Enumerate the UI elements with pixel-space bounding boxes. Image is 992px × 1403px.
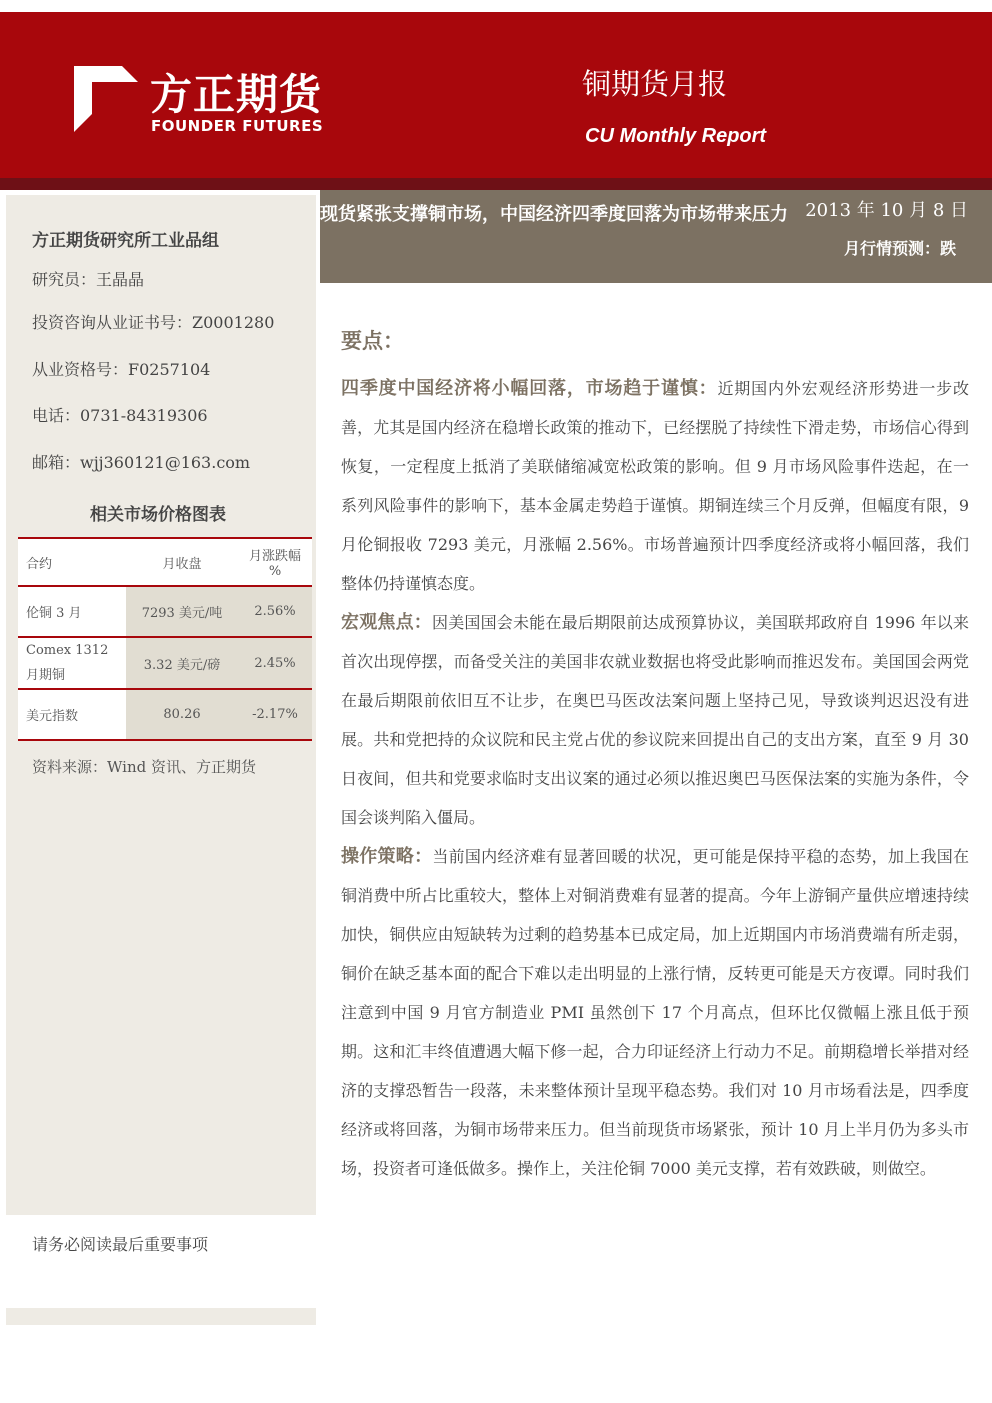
table-cell: 伦铜 3 月 <box>18 586 126 637</box>
table-row <box>18 689 312 740</box>
analyst-name: 研究员：王晶晶 <box>32 270 145 289</box>
report-header <box>0 12 992 178</box>
report-date: 2013 年 10 月 8 日 <box>805 200 968 221</box>
column-header: 月涨跌幅 % <box>238 538 312 586</box>
table-header-row <box>18 538 312 586</box>
table-cell: 2.45% <box>238 637 312 689</box>
price-table <box>18 537 312 741</box>
column-header: 合约 <box>18 538 126 586</box>
sidebar-footer-bar <box>6 1308 316 1325</box>
section-text: 近期国内外宏观经济形势进一步改善，尤其是国内经济在稳增长政策的推动下，已经摆脱了持续性下滑走势，市场信心得到恢复，一定程度上抵消了美联储缩减宽松政策的影响。但 9 月市场风险事件迭起，在一系列风险事件的影响下，基本金属走势趋于谨慎。期铜连续三个月反弹，但幅度有限，9 月伦铜报收 7293 美元，月涨幅 2.56%。市场普遍预计四季度经济或将小幅回落，我们整体仍持谨慎态度。 <box>341 379 969 593</box>
email-address[interactable]: 邮箱：wjj360121@163.com <box>32 453 251 472</box>
section-macro <box>341 603 969 837</box>
table-cell: 7293 美元/吨 <box>126 586 238 637</box>
header-divider-band <box>0 178 992 190</box>
table-cell: 2.56% <box>238 586 312 637</box>
key-points-heading: 要点： <box>341 329 404 353</box>
section-lead: 宏观焦点： <box>341 612 432 633</box>
section-lead: 操作策略： <box>341 846 433 867</box>
table-cell: 美元指数 <box>18 689 126 740</box>
table-row <box>18 637 312 689</box>
qualification-number: 从业资格号：F0257104 <box>32 360 211 379</box>
license-number: 投资咨询从业证书号：Z0001280 <box>32 313 275 332</box>
report-title-en: CU Monthly Report <box>585 125 767 147</box>
report-title-cn: 铜期货月报 <box>582 67 728 101</box>
table-cell: 80.26 <box>126 689 238 740</box>
main-content <box>341 369 969 1188</box>
disclaimer-note: 请务必阅读最后重要事项 <box>32 1235 209 1254</box>
data-source-note: 资料来源：Wind 资讯、方正期货 <box>32 758 256 776</box>
logo-text-en: FOUNDER FUTURES <box>151 117 324 135</box>
phone-number: 电话：0731-84319306 <box>32 406 208 425</box>
table-cell: Comex 1312 月期铜 <box>18 637 126 689</box>
section-lead: 四季度中国经济将小幅回落，市场趋于谨慎： <box>341 378 718 399</box>
price-table-heading: 相关市场价格图表 <box>90 505 226 525</box>
table-row <box>18 586 312 637</box>
section-text: 当前国内经济难有显著回暖的状况，更可能是保持平稳的态势，加上我国在铜消费中所占比重较大，整体上对铜消费难有显著的提高。今年上游铜产量供应增速持续加快，铜供应由短缺转为过剩的趋势基本已成定局，加上近期国内市场消费端有所走弱，铜价在缺乏基本面的配合下难以走出明显的上涨行情，反转更可能是天方夜谭。同时我们注意到中国 9 月官方制造业 PMI 虽然创下 17 个月高点，但环比仅微幅上涨且低于预期。这和汇丰终值遭遇大幅下修一起，合力印证经济上行动力不足。前期稳增长举措对经济的支撑恐暂告一段落，未来整体预计呈现平稳态势。我们对 10 月市场看法是，四季度经济或将回落，为铜市场带来压力。但当前现货市场紧张，预计 10 月上半月仍为多头市场，投资者可逢低做多。操作上，关注伦铜 7000 美元支撑，若有效跌破，则做空。 <box>341 847 969 1178</box>
report-headline: 现货紧张支撑铜市场，中国经济四季度回落为市场带来压力 <box>320 204 788 225</box>
table-cell: 3.32 美元/磅 <box>126 637 238 689</box>
section-text: 因美国国会未能在最后期限前达成预算协议，美国联邦政府自 1996 年以来首次出现停摆，而备受关注的美国非农就业数据也将受此影响而推迟发布。美国国会两党在最后期限前依旧互不让步，在奥巴马医改法案问题上坚持己见，导致谈判迟迟没有进展。共和党把持的众议院和民主党占优的参议院来回提出自己的支出方案，直至 9 月 30 日夜间，但共和党要求临时支出议案的通过必须以推迟奥巴马医保法案的实施为条件，令国会谈判陷入僵局。 <box>341 613 970 827</box>
logo-text-cn: 方正期货 <box>150 70 323 119</box>
column-header: 月收盘 <box>126 538 238 586</box>
section-outlook <box>341 369 969 603</box>
section-strategy <box>341 837 969 1188</box>
table-cell: -2.17% <box>238 689 312 740</box>
monthly-forecast: 月行情预测：跌 <box>843 239 956 258</box>
founder-logo-icon <box>74 66 140 132</box>
department-name: 方正期货研究所工业品组 <box>32 231 219 251</box>
